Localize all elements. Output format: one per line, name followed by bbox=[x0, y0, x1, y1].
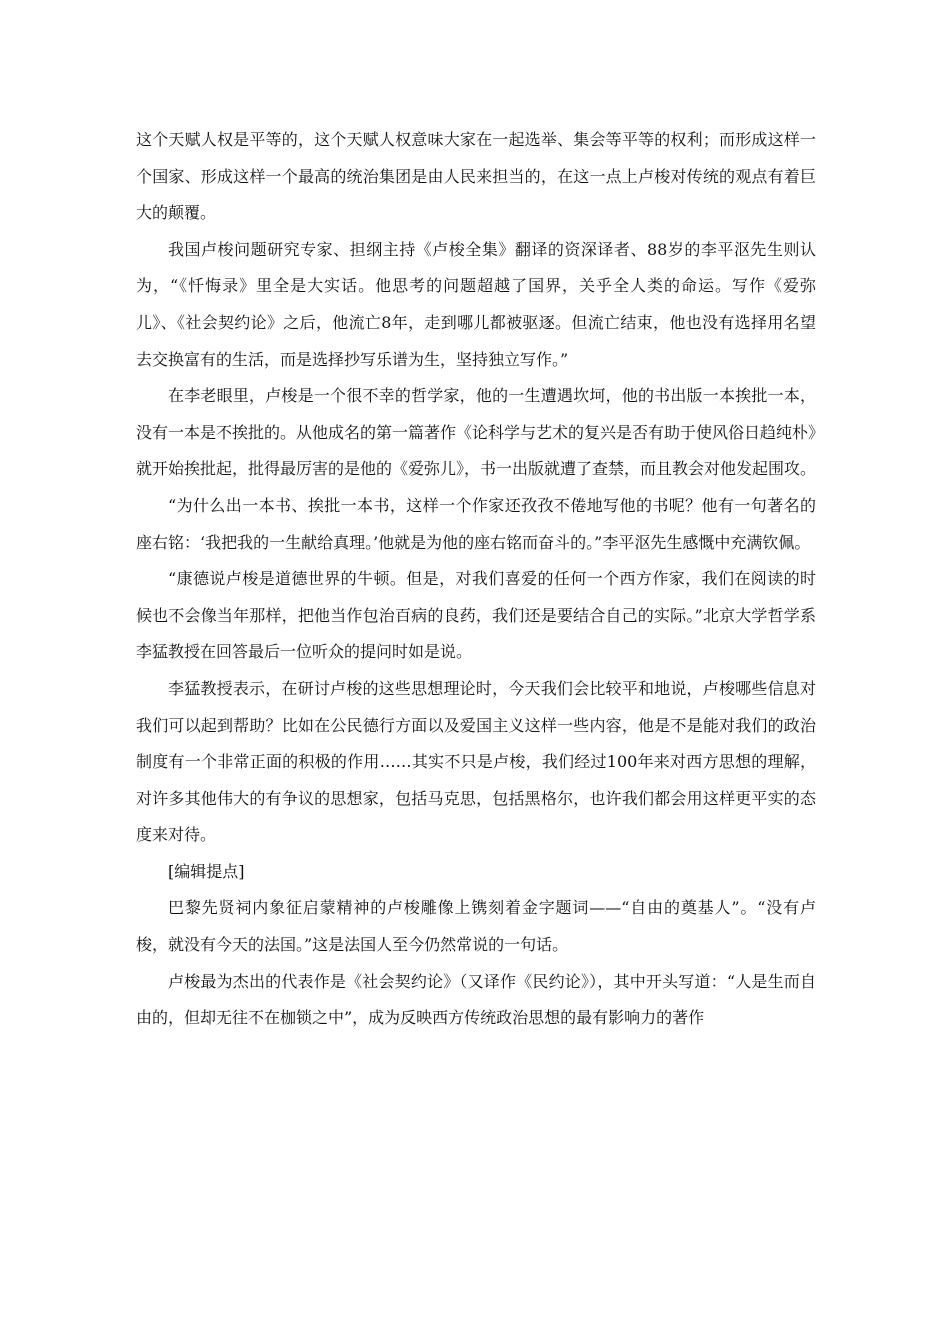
paragraph-pantheon: 巴黎先贤祠内象征启蒙精神的卢梭雕像上镌刻着金字题词——“自由的奠基人”。“没有卢梭，就没有今天的法国。”这是法国人至今仍然常说的一句话。 bbox=[136, 898, 816, 955]
paragraph-continued: 这个天赋人权是平等的，这个天赋人权意味大家在一起选举、集会等平等的权利；而形成这样一个国家、形成这样一个最高的统治集团是由人民来担当的，在这一点上卢梭对传统的观点有着巨大的颠覆。 bbox=[136, 130, 816, 223]
paragraph-kant-quote: “康德说卢梭是道德世界的牛顿。但是，对我们喜爱的任何一个西方作家，我们在阅读的时候也不会像当年那样，把他当作包治百病的良药，我们还是要结合自己的实际。”北京大学哲学系李猛教授在回答最后一位听众的提问时如是说。 bbox=[136, 569, 816, 662]
paragraph-motto: “为什么出一本书、挨批一本书，这样一个作家还孜孜不倦地写他的书呢？他有一句著名的座右铭：‘我把我的一生献给真理。’他就是为他的座右铭而奋斗的。”李平沤先生感慨中充满钦佩。 bbox=[136, 495, 816, 552]
paragraph-li-meng-view: 李猛教授表示，在研讨卢梭的这些思想理论时，今天我们会比较平和地说，卢梭哪些信息对我们可以起到帮助？比如在公民德行方面以及爱国主义这样一些内容，他是不是能对我们的政治制度有一个非常正面的积极的作用……其实不只是卢梭，我们经过100年来对西方思想的理解，对许多其他伟大的有争议的思想家，包括马克思，包括黑格尔，也许我们都会用这样更平实的态度来对待。 bbox=[136, 678, 816, 845]
section-heading-editor-notes: [编辑提点] bbox=[168, 861, 245, 881]
paragraph-rousseau-misfortune: 在李老眼里，卢梭是一个很不幸的哲学家，他的一生遭遇坎坷，他的书出版一本挨批一本，没有一本是不挨批的。从他成名的第一篇著作《论科学与艺术的复兴是否有助于使风俗日趋纯朴》就开始挨批起，批得最厉害的是他的《爱弥儿》，书一出版就遭了查禁，而且教会对他发起围攻。 bbox=[136, 386, 817, 479]
paragraph-social-contract: 卢梭最为杰出的代表作是《社会契约论》（又译作《民约论》），其中开头写道：“人是生而自由的，但却无往不在枷锁之中”，成为反映西方传统政治思想的最有影响力的著作 bbox=[136, 971, 816, 1028]
paragraph-li-pingou-view: 我国卢梭问题研究专家、担纲主持《卢梭全集》翻译的资深译者、88岁的李平沤先生则认为，“《忏悔录》里全是大实话。他思考的问题超越了国界，关乎全人类的命运。写作《爱弥儿》、《社会契约论》之后，他流亡8年，走到哪儿都被驱逐。但流亡结束，他也没有选择用名望去交换富有的生活，而是选择抄写乐谱为生，坚持独立写作。” bbox=[136, 239, 816, 369]
document-body bbox=[136, 122, 816, 1037]
